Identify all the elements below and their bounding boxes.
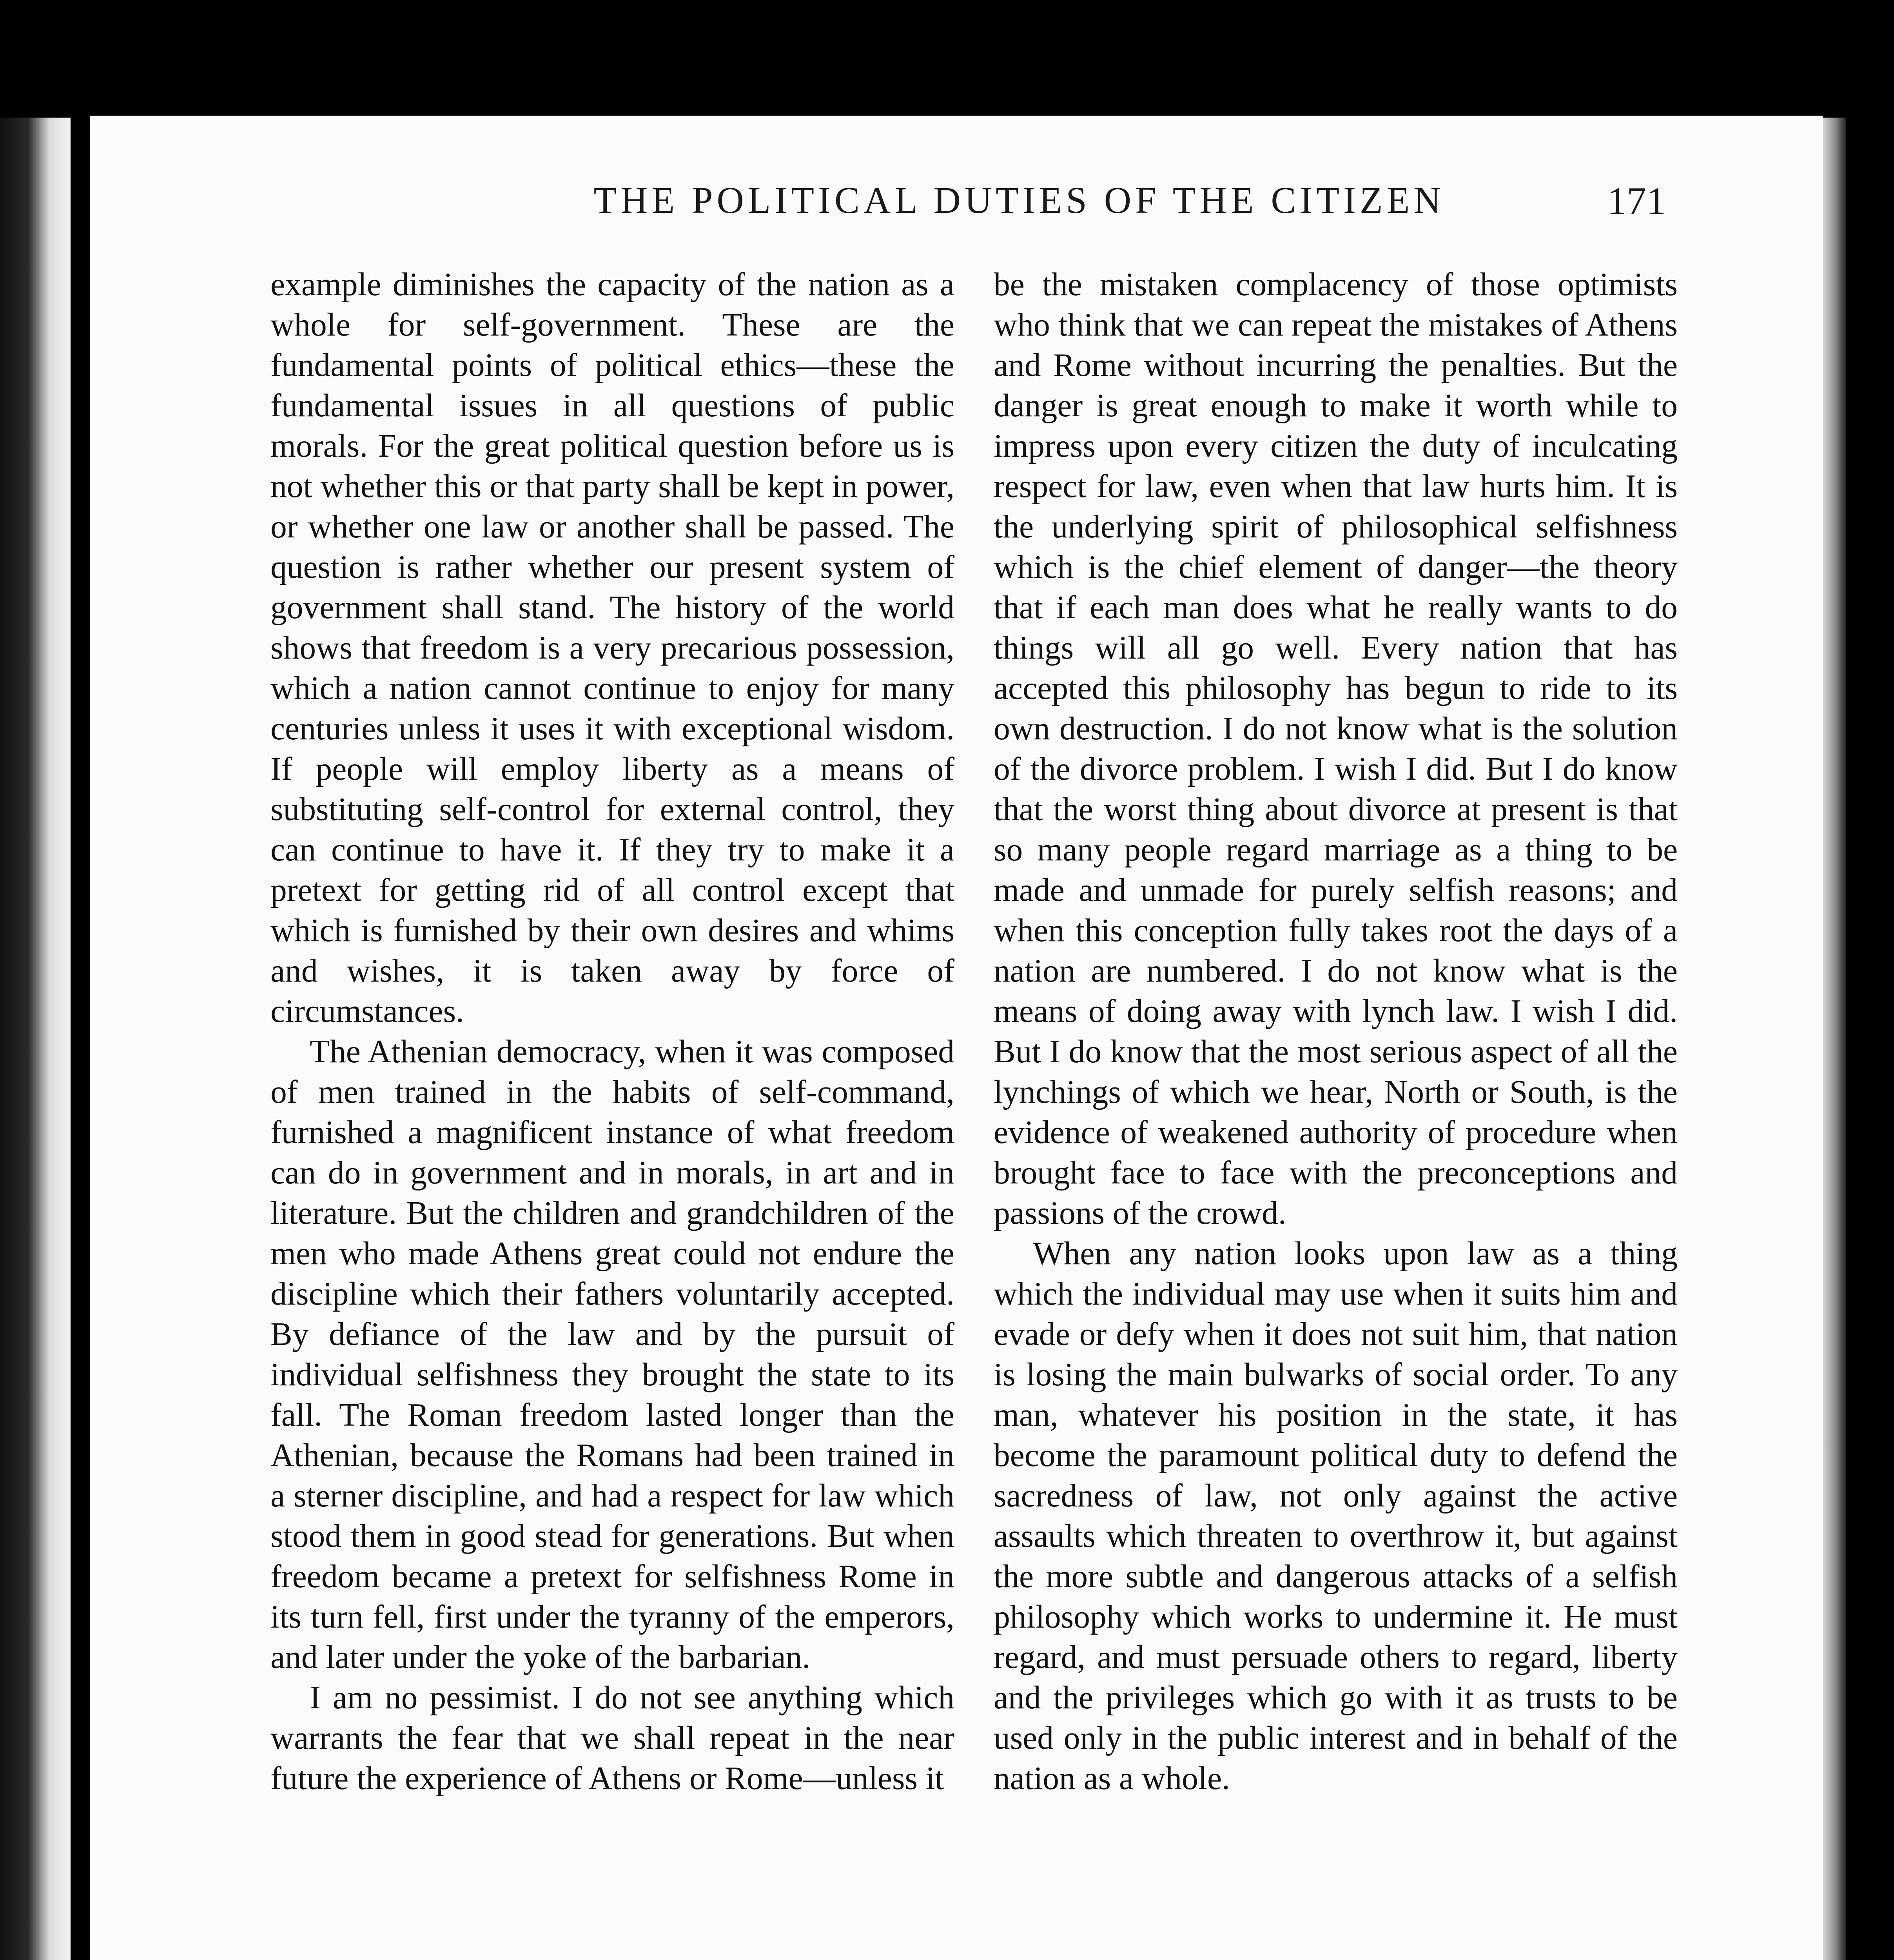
book-page — [90, 116, 1823, 1960]
paragraph: be the mistaken complacency of those optimists who think that we can repeat the mistakes of Athens and Rome without incurring the penalties. But the danger is great enough to make it worth while to impress upon every citizen the duty of inculcating respect for law, even when that law hurts him. It is the underlying spirit of philosophical selfishness which is the chief element of danger—the theory that if each man does what he really wants to do things will all go well. Every nation that has accepted this philosophy has begun to ride to its own destruction. I do not know what is the solution of the divorce problem. I wish I did. But I do know that the worst thing about divorce at present is that so many people regard marriage as a thing to be made and unmade for purely selfish reasons; and when this conception fully takes root the days of a nation are numbered. I do not know what is the means of doing away with lynch law. I wish I did. But I do know that the most serious aspect of all the lynchings of which we hear, North or South, is the evidence of weakened authority of procedure when brought face to face with the preconceptions and passions of the crowd. — [994, 267, 1678, 1231]
paragraph: The Athenian democracy, when it was composed of men trained in the habits of self-command, furnished a magnificent instance of what freedom can do in government and in morals, in art and in literature. But the children and grandchildren of the men who made Athens great could not endure the discipline which their fathers voluntarily accepted. By defiance of the law and by the pursuit of individual selfishness they brought the state to its fall. The Roman freedom lasted longer than the Athenian, because the Romans had been trained in a sterner discipline, and had a respect for law which stood them in good stead for generations. But when freedom became a pretext for selfishness Rome in its turn fell, first under the tyranny of the emperors, and later under the yoke of the barbarian. — [270, 1034, 954, 1675]
paragraph: I am no pessimist. I do not see anything which warrants the fear that we shall repeat in the near future the experience of Athens or Rome—unless it — [270, 1680, 954, 1797]
paragraph: When any nation looks upon law as a thing which the individual may use when it suits him and evade or defy when it does not suit him, that nation is losing the main bulwarks of social order. To any man, whatever his position in the state, it has become the paramount political duty to defend the sacredness of law, not only against the active assaults which threaten to overthrow it, but against the more subtle and dangerous attacks of a selfish philosophy which works to undermine it. He must regard, and must persuade others to regard, liberty and the privileges which go with it as trusts to be used only in the public interest and in behalf of the nation as a whole. — [994, 1236, 1678, 1797]
page-number: 171 — [1607, 179, 1666, 223]
page-edge-shadow — [1819, 118, 1846, 1960]
right-column — [994, 265, 1678, 1799]
book-gutter-shadow — [0, 118, 71, 1960]
left-column — [270, 265, 954, 1799]
running-title: THE POLITICAL DUTIES OF THE CITIZEN — [593, 179, 1445, 221]
paragraph: example diminishes the capacity of the nation as a whole for self-government. These are the fundamental points of political ethics—these the fundamental issues in all questions of public morals. For the great political question before us is not whether this or that party shall be kept in power, or whether one law or another shall be passed. The question is rather whether our present system of government shall stand. The history of the world shows that freedom is a very precarious possession, which a nation cannot continue to enjoy for many centuries unless it uses it with exceptional wisdom. If people will employ liberty as a means of substituting self-control for external control, they can continue to have it. If they try to make it a pretext for getting rid of all control except that which is furnished by their own desires and whims and wishes, it is taken away by force of circumstances. — [270, 267, 954, 1029]
